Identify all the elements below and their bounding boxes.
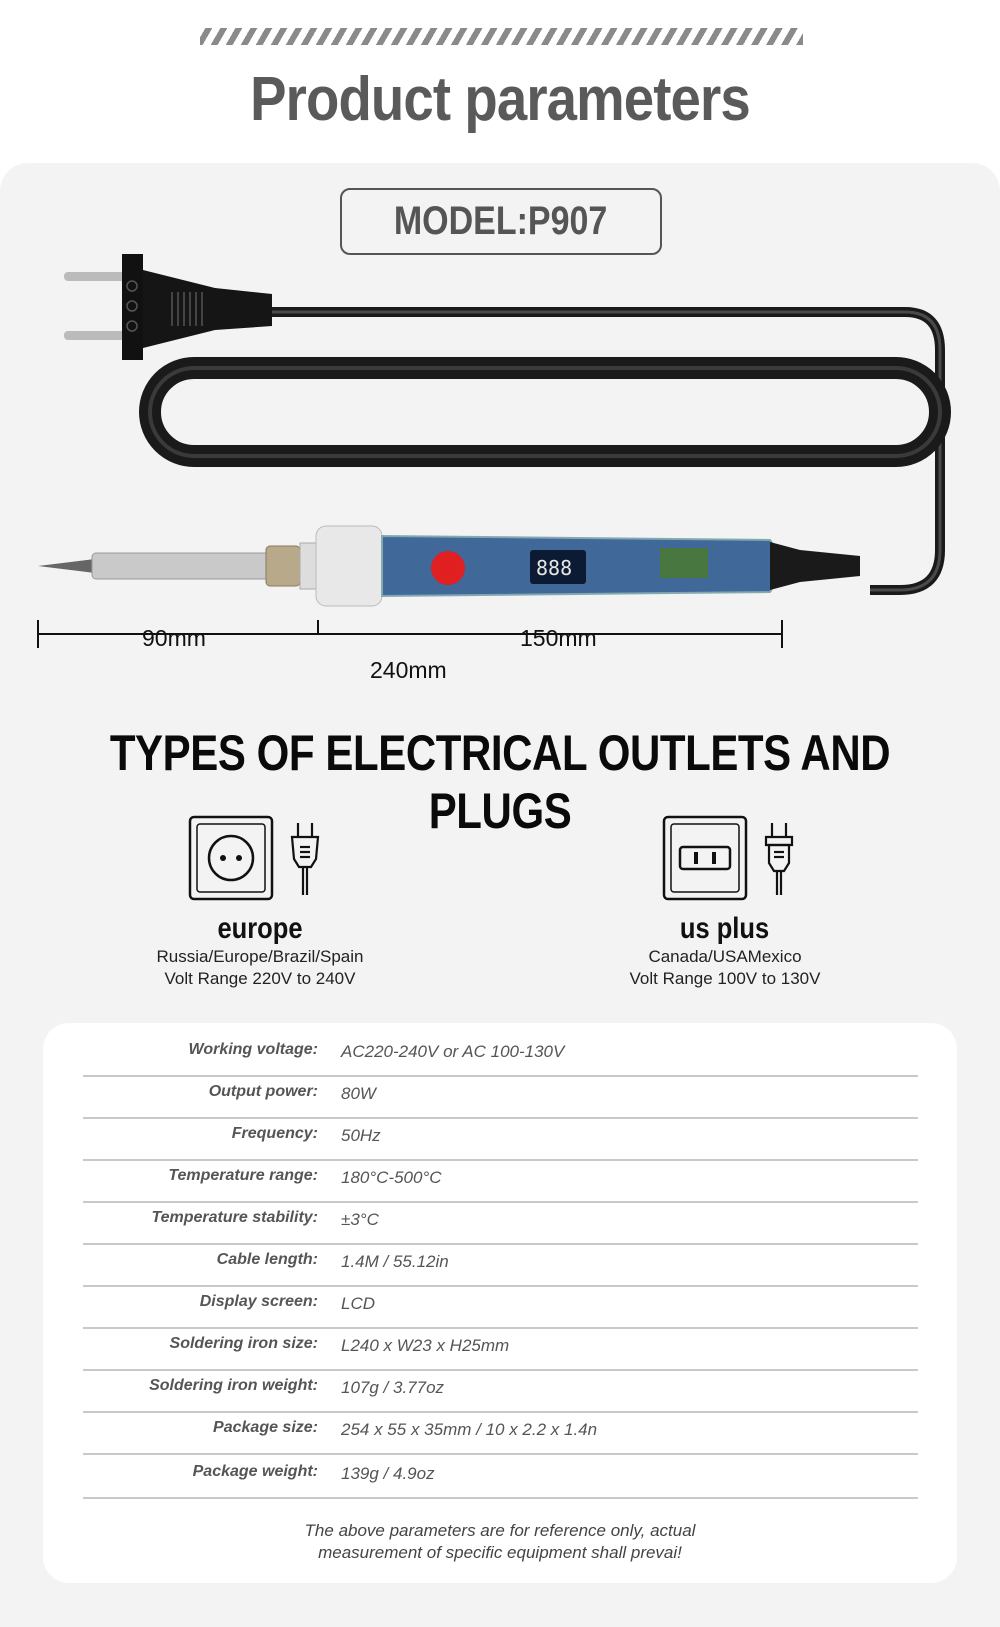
- spec-row: [83, 1371, 918, 1413]
- spec-row: [83, 1413, 918, 1455]
- disclaimer-line-2: measurement of specific equipment shall prevai!: [318, 1543, 682, 1562]
- spec-value: 50Hz: [341, 1126, 381, 1145]
- region-us: [575, 912, 875, 990]
- disclaimer-line-1: The above parameters are for reference only, actual: [304, 1521, 696, 1540]
- spec-label: Output power:: [208, 1083, 318, 1100]
- spec-value: 107g / 3.77oz: [341, 1378, 445, 1397]
- outlets-section-title: [0, 724, 1000, 840]
- eu-plug-icon: [64, 254, 272, 360]
- spec-row: [83, 1457, 918, 1499]
- spec-label: Frequency:: [231, 1125, 318, 1142]
- spec-label: Working voltage:: [188, 1041, 318, 1058]
- spec-row: [83, 1119, 918, 1161]
- spec-row: [83, 1161, 918, 1203]
- spec-label: Temperature stability:: [151, 1209, 318, 1226]
- spec-value: 1.4M / 55.12in: [341, 1252, 449, 1271]
- spec-row: [83, 1329, 918, 1371]
- svg-text:888: 888: [536, 556, 573, 580]
- soldering-iron-illustration: [0, 250, 1000, 680]
- iron-tip: [38, 559, 95, 573]
- region-us-name: us plus: [680, 912, 770, 945]
- cable-strain-relief: [770, 542, 860, 590]
- dimension-tip-length: 90mm: [142, 625, 206, 651]
- spec-value: 80W: [341, 1084, 376, 1103]
- spec-label: Display screen:: [199, 1293, 318, 1310]
- spec-value: 254 x 55 x 35mm / 10 x 2.2 x 1.4n: [341, 1420, 598, 1439]
- spec-value: AC220-240V or AC 100-130V: [341, 1042, 565, 1061]
- power-button-icon: [431, 551, 465, 585]
- spec-label: Soldering iron weight:: [149, 1377, 318, 1394]
- region-europe-name: europe: [217, 912, 303, 945]
- spec-label: Package weight:: [192, 1463, 318, 1480]
- model-label: MODEL:P907: [394, 199, 608, 243]
- spec-value: 180°C-500°C: [341, 1168, 442, 1187]
- region-europe-volt: Volt Range 220V to 240V: [164, 969, 356, 988]
- spec-value: 139g / 4.9oz: [341, 1464, 435, 1483]
- spec-label: Package size:: [213, 1419, 318, 1436]
- model-badge: [340, 188, 662, 255]
- spec-disclaimer: [43, 1520, 957, 1564]
- region-europe: [110, 912, 410, 990]
- spec-card: [43, 1023, 957, 1583]
- region-us-countries: Canada/USAMexico: [648, 947, 802, 966]
- spec-label: Cable length:: [216, 1251, 318, 1268]
- dimension-handle-length: 150mm: [520, 625, 597, 651]
- spec-label: Soldering iron size:: [169, 1335, 318, 1352]
- eu-outlet-icon: [188, 815, 338, 905]
- spec-value: LCD: [341, 1294, 376, 1313]
- spec-value: L240 x W23 x H25mm: [341, 1336, 510, 1355]
- region-us-volt: Volt Range 100V to 130V: [629, 969, 821, 988]
- spec-row: [83, 1035, 918, 1077]
- region-europe-countries: Russia/Europe/Brazil/Spain: [156, 947, 364, 966]
- cable-coil: [150, 368, 940, 456]
- dimension-total-length: 240mm: [370, 657, 447, 683]
- iron-grip-ring: [316, 526, 382, 606]
- cable-coil-highlight: [150, 368, 940, 456]
- us-outlet-icon: [662, 815, 812, 905]
- decorative-stripes: [200, 28, 803, 45]
- iron-barrel: [92, 553, 272, 579]
- spec-value: ±3°C: [341, 1210, 379, 1229]
- page-title: Product parameters: [250, 65, 750, 134]
- spec-row: [83, 1287, 918, 1329]
- spec-row: [83, 1203, 918, 1245]
- spec-row: [83, 1077, 918, 1119]
- soldering-iron: [38, 526, 860, 606]
- spec-label: Temperature range:: [168, 1167, 318, 1184]
- spec-row: [83, 1245, 918, 1287]
- iron-nut: [266, 546, 300, 586]
- outlets-title-text: TYPES OF ELECTRICAL OUTLETS AND PLUGS: [109, 725, 891, 839]
